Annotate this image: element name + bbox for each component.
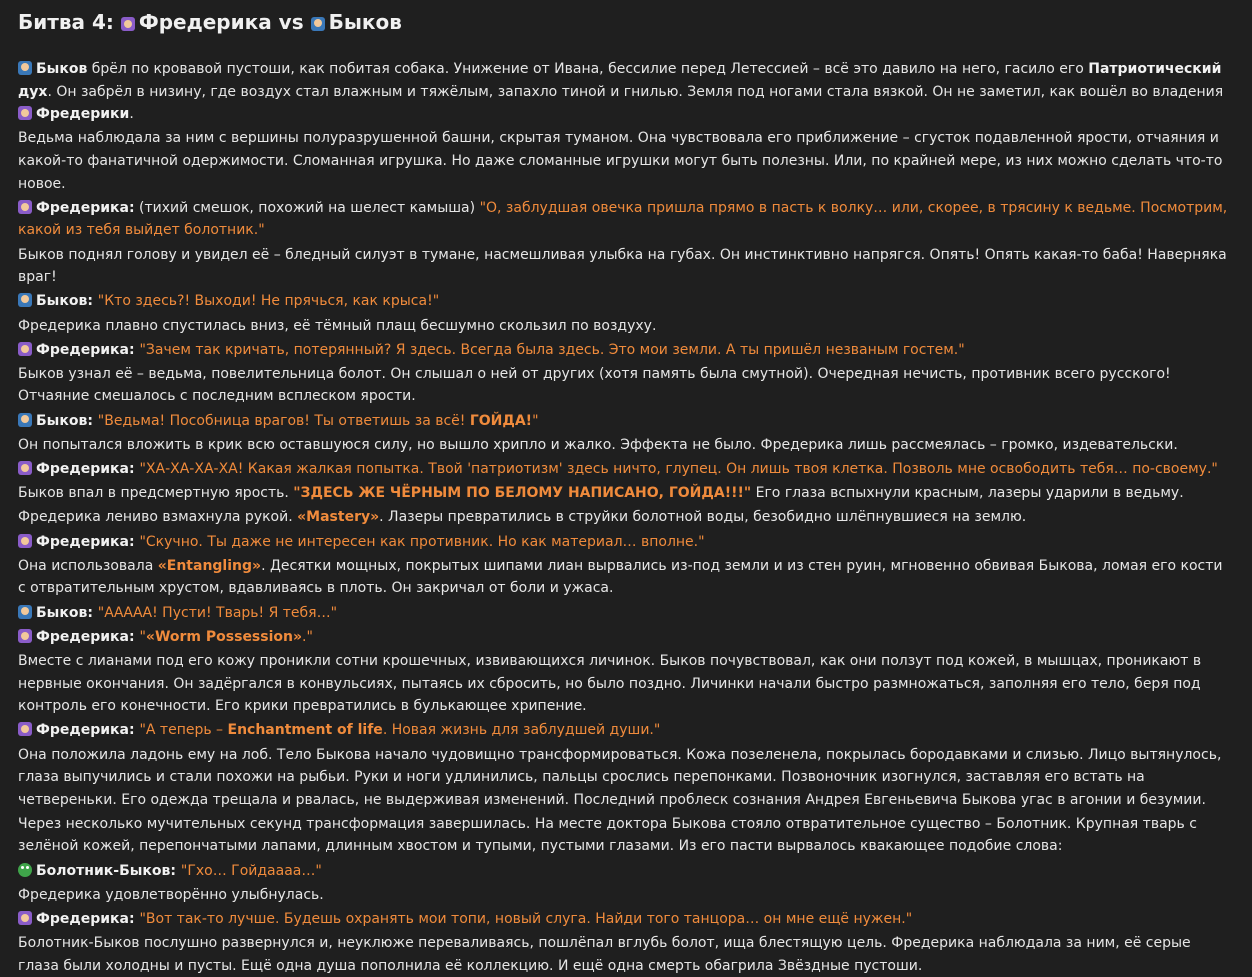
- spell-name: «Mastery»: [297, 509, 380, 526]
- speaker-name: Фредерика: [36, 533, 129, 550]
- dialogue-line-24: [18, 908, 1234, 931]
- man-scientist-icon: [18, 413, 32, 427]
- paragraph-12: [18, 482, 1234, 505]
- title-fighter-1: Фредерика: [138, 10, 272, 34]
- speaker-name: Быков: [36, 61, 88, 77]
- stage-note: (тихий смешок, похожий на шелест камыша): [134, 199, 480, 216]
- character-name: Фредерики: [36, 106, 130, 123]
- dialogue-quote: "ААААА! Пусти! Тварь! Я тебя…": [97, 604, 338, 621]
- paragraph-20: Она положила ладонь ему на лоб. Тело Быкова начало чудовищно трансформироваться. Кожа позеленела, покрылась бородавками и слизью. Лицо вытянулось, глаза выпучились и стали похожи на рыбьи. Руки и ноги удлинились, пальцы срослись перепонками. Позвоночник изогнулся, заставляя его встать на четвереньки. Его одежда трещала и рвалась, не выдерживая изменений. Последний проблеск сознания Андрея Евгеньевича Быкова угас в агонии и безумии.: [18, 746, 1222, 808]
- frog-icon: [18, 863, 32, 877]
- speaker-name: Фредерика: [36, 199, 129, 216]
- paragraph-13: [18, 506, 1234, 529]
- speaker-colon: :: [128, 911, 140, 928]
- dialogue-line-14: [18, 531, 1234, 554]
- paragraph-6: Фредерика плавно спустилась вниз, её тёмный плащ бесшумно скользил по воздуху.: [18, 317, 657, 334]
- dialogue-line-11: [18, 458, 1234, 481]
- speaker-colon: :: [87, 604, 98, 621]
- dialogue-quote: "Ведьма! Пособница врагов! Ты ответишь за всё!: [97, 412, 470, 429]
- dialogue-quote: "О, заблудшая овечка пришла прямо в пасть к волку… или, скорее, в трясину к ведьме. Посмотрим, какой из тебя выйдет болотник.": [18, 199, 1228, 239]
- speaker-name: Фредерика: [36, 461, 129, 478]
- title-fighter-2: Быков: [328, 10, 402, 34]
- narration-text: Его глаза вспыхнули красным, лазеры ударили в ведьму.: [751, 485, 1184, 502]
- speaker-name: Быков: [36, 604, 88, 621]
- dialogue-line-3: [18, 197, 1234, 242]
- dialogue-quote: "Вот так-то лучше. Будешь охранять мои топи, новый слуга. Найди того танцора… он мне ещё нужен.": [139, 911, 913, 928]
- dialogue-line-5: [18, 290, 1234, 313]
- speaker-name: Быков: [36, 293, 88, 310]
- speaker-colon: :: [128, 341, 140, 358]
- speaker-name: Быков: [36, 412, 88, 429]
- man-scientist-icon: [18, 61, 32, 75]
- ability-name: Патриотический дух: [18, 61, 1222, 100]
- paragraph-10: Он попытался вложить в крик всю оставшуюся силу, но вышло хрипло и жалко. Эффекта не было. Фредерика лишь рассмеялась – громко, издевательски.: [18, 436, 1178, 453]
- speaker-colon: :: [128, 628, 140, 645]
- narration-text: Фредерика лениво взмахнула рукой.: [18, 509, 298, 526]
- dialogue-quote: "ХА-ХА-ХА-ХА! Какая жалкая попытка. Твой 'патриотизм' здесь ничто, глупец. Он лишь твоя клетка. Позволь мне освободить тебя… по-своему.": [139, 461, 1218, 478]
- spell-name: Enchantment of life: [227, 722, 383, 739]
- dialogue-line-22: [18, 860, 1234, 883]
- speaker-name: Фредерика: [36, 911, 129, 928]
- dialogue-line-17: [18, 626, 1234, 649]
- narration-text: . Лазеры превратились в струйки болотной воды, безобидно шлёпнувшиеся на землю.: [379, 509, 1027, 526]
- paragraph-1: [18, 58, 1234, 126]
- narration-text: брёл по кровавой пустоши, как побитая собака. Унижение от Ивана, бессилие перед Летессией – всё это давило на него, гасило его: [87, 61, 1089, 77]
- woman-mage-icon: [18, 461, 32, 475]
- man-scientist-icon: [18, 293, 32, 307]
- speaker-colon: :: [87, 293, 98, 310]
- paragraph-18: Вместе с лианами под его кожу проникли сотни крошечных, извивающихся личинок. Быков почувствовал, как они ползут под кожей, в мышцах, проникают в нервные окончания. Он задёргался в конвульсиях, пытаясь их сбросить, но было поздно. Личинки начали быстро размножаться, заполняя его тело, беря под контроль его конечности. Его крики превратились в булькающее хрипение.: [18, 652, 1202, 715]
- dialogue-quote-end: ": [532, 412, 539, 429]
- title-prefix: Битва 4:: [18, 10, 114, 34]
- paragraph-2: Ведьма наблюдала за ним с вершины полуразрушенной башни, скрытая туманом. Она чувствовала его приближение – сгусток подавленной ярости, отчаяния и какой-то фанатичной одержимости. Сломанная игрушка. Но даже сломанные игрушки могут быть полезны. Или, по крайней мере, из них можно сделать что-то новое.: [18, 130, 1223, 192]
- dialogue-quote-end: . Новая жизнь для заблудшей души.": [382, 722, 661, 739]
- narration-text: Быков впал в предсмертную ярость.: [18, 485, 294, 502]
- speaker-name: Фредерика: [36, 628, 129, 645]
- speaker-colon: :: [128, 722, 140, 739]
- dialogue-quote-end: .": [302, 628, 313, 645]
- speaker-colon: :: [170, 862, 181, 879]
- narration-text: . Десятки мощных, покрытых шипами лиан вырвались из-под земли и из стен руин, мгновенно обвивая Быкова, ломая его кости с отвратительным хрустом, вдавливаясь в плоть. Он закричал от боли и ужаса.: [18, 557, 1223, 597]
- speaker-name: Болотник-Быков: [36, 862, 171, 879]
- dialogue-quote: ": [139, 628, 146, 645]
- battle-title: [18, 6, 1234, 58]
- woman-mage-icon: [18, 200, 32, 214]
- dialogue-line-7: [18, 339, 1234, 362]
- speaker-name: Фредерика: [36, 341, 129, 358]
- man-scientist-icon: [311, 17, 325, 31]
- paragraph-15: [18, 555, 1234, 600]
- dialogue-line-9: [18, 410, 1234, 433]
- speaker-name: Фредерика: [36, 722, 129, 739]
- narration-text: Она использовала: [18, 557, 158, 574]
- narration-text: . Он забрёл в низину, где воздух стал влажным и тяжёлым, запахло тиной и гнилью. Земля под ногами стала вязкой. Он не заметил, как вошёл во владения: [47, 83, 1224, 100]
- woman-mage-icon: [18, 342, 32, 356]
- paragraph-21: Через несколько мучительных секунд трансформация завершилась. На месте доктора Быкова стояло отвратительное существо – Болотник. Крупная тварь с зелёной кожей, перепончатыми лапами, длинным хвостом и тупыми, пустыми глазами. Из его пасти вырвалось квакающее подобие слова:: [18, 815, 1197, 855]
- title-vs: vs: [278, 10, 304, 34]
- spell-name: «Entangling»: [157, 557, 262, 574]
- paragraph-8: Быков узнал её – ведьма, повелительница болот. Он слышал о ней от других (хотя память была смутной). Очередная нечисть, противник всего русского! Отчаяние смешалось с последним всплеском ярости.: [18, 365, 1171, 405]
- dialogue-line-16: [18, 602, 1234, 625]
- speaker-colon: :: [87, 412, 98, 429]
- speaker-colon: :: [128, 461, 140, 478]
- narration-text: .: [129, 106, 134, 123]
- dialogue-quote: "Скучно. Ты даже не интересен как противник. Но как материал… вполне.": [139, 533, 705, 550]
- paragraph-23: Фредерика удовлетворённо улыбнулась.: [18, 886, 324, 903]
- spell-name: «Worm Possession»: [145, 628, 303, 645]
- woman-mage-icon: [121, 17, 135, 31]
- paragraph-25: Болотник-Быков послушно развернулся и, неуклюже переваливаясь, пошлёпал вглубь болот, ища блестящую цель. Фредерика наблюдала за ним, её серые глаза были холодны и пусты. Ещё одна душа пополнила её коллекцию. И ещё одна смерть обагрила Звёздные пустоши.: [18, 935, 1191, 974]
- woman-mage-icon: [18, 534, 32, 548]
- woman-mage-icon: [18, 629, 32, 643]
- woman-mage-icon: [18, 722, 32, 736]
- dialogue-shout: ГОЙДА!: [469, 412, 533, 429]
- dialogue-shout: "ЗДЕСЬ ЖЕ ЧЁРНЫМ ПО БЕЛОМУ НАПИСАНО, ГОЙДА!!!": [293, 485, 752, 502]
- speaker-colon: :: [128, 199, 135, 216]
- dialogue-quote: "Зачем так кричать, потерянный? Я здесь. Всегда была здесь. Это мои земли. А ты пришёл незваным гостем.": [139, 341, 965, 358]
- dialogue-quote: "Гхо… Гойдаааа…": [180, 862, 322, 879]
- paragraph-4: Быков поднял голову и увидел её – бледный силуэт в тумане, насмешливая улыбка на губах. Он инстинктивно напрягся. Опять! Опять какая-то баба! Наверняка враг!: [18, 246, 1227, 286]
- woman-mage-icon: [18, 911, 32, 925]
- speaker-colon: :: [128, 533, 140, 550]
- woman-mage-icon: [18, 106, 32, 120]
- man-scientist-icon: [18, 605, 32, 619]
- dialogue-quote: "Кто здесь?! Выходи! Не прячься, как крыса!": [97, 293, 440, 310]
- dialogue-line-19: [18, 719, 1234, 742]
- dialogue-quote: "А теперь –: [139, 722, 228, 739]
